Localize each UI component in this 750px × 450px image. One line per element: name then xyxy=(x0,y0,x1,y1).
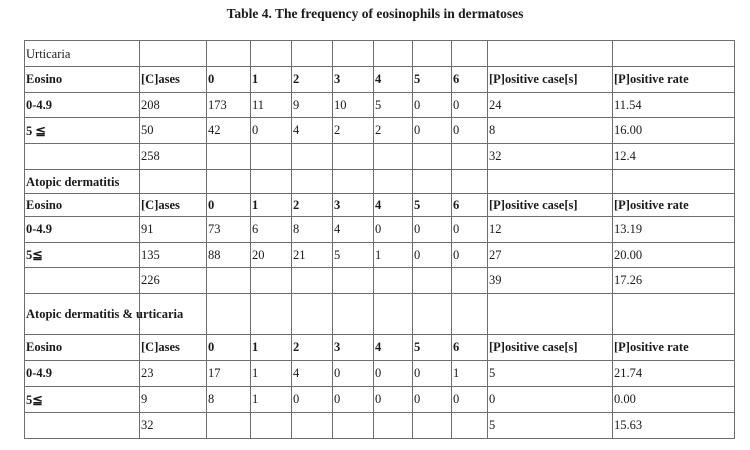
header-cell: 0 xyxy=(207,67,251,93)
eosino-range-cell xyxy=(25,144,140,170)
value-cell: 8 xyxy=(292,217,333,243)
value-cell: 20 xyxy=(251,243,292,268)
value-cell xyxy=(413,268,452,294)
value-cell xyxy=(251,144,292,170)
header-cell: Eosino xyxy=(25,194,140,217)
value-cell: 2 xyxy=(333,118,374,144)
eosino-range-cell: 5 ≦ xyxy=(25,118,140,144)
section-title-row xyxy=(25,294,735,335)
value-cell xyxy=(292,268,333,294)
empty-cell xyxy=(413,294,452,335)
value-cell: 0 xyxy=(333,387,374,413)
value-cell: 5 xyxy=(488,413,613,439)
value-cell: 5 xyxy=(333,243,374,268)
header-cell: 2 xyxy=(292,194,333,217)
header-cell: 1 xyxy=(251,67,292,93)
value-cell: 5 xyxy=(488,361,613,387)
value-cell xyxy=(333,413,374,439)
eosino-range-cell xyxy=(25,268,140,294)
empty-cell xyxy=(413,41,452,67)
value-cell xyxy=(374,144,413,170)
value-cell: 0.00 xyxy=(613,387,735,413)
value-cell xyxy=(374,413,413,439)
value-cell xyxy=(333,144,374,170)
empty-cell xyxy=(207,41,251,67)
eosino-range-cell: 0-4.9 xyxy=(25,361,140,387)
value-cell xyxy=(207,144,251,170)
value-cell: 0 xyxy=(251,118,292,144)
value-cell: 0 xyxy=(413,118,452,144)
value-cell: 226 xyxy=(140,268,207,294)
section-title: Atopic dermatitis xyxy=(25,170,140,194)
empty-cell xyxy=(374,41,413,67)
empty-cell xyxy=(488,294,613,335)
header-cell: 4 xyxy=(374,67,413,93)
empty-cell xyxy=(292,41,333,67)
eosino-range-cell: 0-4.9 xyxy=(25,217,140,243)
eosinophil-frequency-table xyxy=(24,40,735,439)
value-cell: 0 xyxy=(374,217,413,243)
table-row xyxy=(25,268,735,294)
header-cell: 6 xyxy=(452,194,488,217)
table-title: Table 4. The frequency of eosinophils in dermatoses xyxy=(226,6,524,21)
value-cell: 0 xyxy=(452,93,488,118)
value-cell: 173 xyxy=(207,93,251,118)
value-cell: 0 xyxy=(413,243,452,268)
empty-cell xyxy=(333,294,374,335)
value-cell: 88 xyxy=(207,243,251,268)
value-cell xyxy=(251,413,292,439)
header-cell: 5 xyxy=(413,335,452,361)
header-cell: 4 xyxy=(374,335,413,361)
value-cell: 13.19 xyxy=(613,217,735,243)
eosino-range-cell: 5≦ xyxy=(25,387,140,413)
value-cell: 2 xyxy=(374,118,413,144)
value-cell: 5 xyxy=(374,93,413,118)
section-title-row xyxy=(25,41,735,67)
header-cell: [P]ositive case[s] xyxy=(488,335,613,361)
header-cell: 3 xyxy=(333,194,374,217)
table-row xyxy=(25,217,735,243)
empty-cell xyxy=(140,41,207,67)
value-cell xyxy=(452,268,488,294)
value-cell: 9 xyxy=(292,93,333,118)
value-cell: 0 xyxy=(452,118,488,144)
value-cell: 0 xyxy=(413,387,452,413)
header-cell: 4 xyxy=(374,194,413,217)
value-cell: 32 xyxy=(140,413,207,439)
empty-cell xyxy=(374,170,413,194)
header-cell: 1 xyxy=(251,335,292,361)
value-cell: 9 xyxy=(140,387,207,413)
value-cell: 0 xyxy=(374,361,413,387)
empty-cell xyxy=(452,170,488,194)
empty-cell xyxy=(452,294,488,335)
header-cell: 6 xyxy=(452,335,488,361)
header-row xyxy=(25,67,735,93)
value-cell: 21.74 xyxy=(613,361,735,387)
empty-cell xyxy=(333,170,374,194)
empty-cell xyxy=(251,170,292,194)
eosino-range-cell: 5≦ xyxy=(25,243,140,268)
empty-cell xyxy=(374,294,413,335)
value-cell: 0 xyxy=(333,361,374,387)
header-row xyxy=(25,194,735,217)
header-cell: [C]ases xyxy=(140,194,207,217)
value-cell: 1 xyxy=(452,361,488,387)
eosino-range-cell xyxy=(25,413,140,439)
value-cell: 0 xyxy=(452,217,488,243)
value-cell xyxy=(207,268,251,294)
header-cell: [P]ositive case[s] xyxy=(488,194,613,217)
empty-cell xyxy=(207,170,251,194)
value-cell: 0 xyxy=(488,387,613,413)
empty-cell xyxy=(613,41,735,67)
value-cell: 12.4 xyxy=(613,144,735,170)
empty-cell xyxy=(140,170,207,194)
value-cell: 4 xyxy=(292,118,333,144)
value-cell: 8 xyxy=(488,118,613,144)
table-row xyxy=(25,387,735,413)
header-cell: 1 xyxy=(251,194,292,217)
table-row xyxy=(25,243,735,268)
value-cell: 135 xyxy=(140,243,207,268)
value-cell: 24 xyxy=(488,93,613,118)
empty-cell xyxy=(207,294,251,335)
value-cell: 4 xyxy=(292,361,333,387)
value-cell: 39 xyxy=(488,268,613,294)
value-cell: 1 xyxy=(374,243,413,268)
header-cell: [C]ases xyxy=(140,67,207,93)
value-cell: 0 xyxy=(413,217,452,243)
value-cell: 21 xyxy=(292,243,333,268)
header-cell: [P]ositive rate xyxy=(613,194,735,217)
table-row xyxy=(25,93,735,118)
value-cell: 258 xyxy=(140,144,207,170)
header-cell: 2 xyxy=(292,67,333,93)
value-cell: 91 xyxy=(140,217,207,243)
value-cell: 0 xyxy=(374,387,413,413)
value-cell: 10 xyxy=(333,93,374,118)
section-title-row xyxy=(25,170,735,194)
value-cell: 23 xyxy=(140,361,207,387)
empty-cell xyxy=(413,170,452,194)
empty-cell xyxy=(488,170,613,194)
header-cell: 5 xyxy=(413,194,452,217)
value-cell: 17 xyxy=(207,361,251,387)
value-cell: 32 xyxy=(488,144,613,170)
empty-cell xyxy=(333,41,374,67)
value-cell: 4 xyxy=(333,217,374,243)
header-cell: 2 xyxy=(292,335,333,361)
header-cell: 5 xyxy=(413,67,452,93)
header-cell: [C]ases xyxy=(140,335,207,361)
value-cell: 1 xyxy=(251,361,292,387)
value-cell: 0 xyxy=(413,361,452,387)
value-cell xyxy=(207,413,251,439)
value-cell: 42 xyxy=(207,118,251,144)
table-row xyxy=(25,144,735,170)
header-cell: Eosino xyxy=(25,335,140,361)
value-cell: 0 xyxy=(452,243,488,268)
value-cell: 15.63 xyxy=(613,413,735,439)
table-row xyxy=(25,413,735,439)
header-cell: [P]ositive rate xyxy=(613,67,735,93)
empty-cell xyxy=(452,41,488,67)
empty-cell xyxy=(292,170,333,194)
header-cell: Eosino xyxy=(25,67,140,93)
value-cell: 0 xyxy=(292,387,333,413)
value-cell: 20.00 xyxy=(613,243,735,268)
header-cell: 6 xyxy=(452,67,488,93)
value-cell: 6 xyxy=(251,217,292,243)
value-cell xyxy=(292,413,333,439)
table-row xyxy=(25,361,735,387)
value-cell: 1 xyxy=(251,387,292,413)
value-cell xyxy=(374,268,413,294)
header-cell: [P]ositive rate xyxy=(613,335,735,361)
value-cell: 73 xyxy=(207,217,251,243)
empty-cell xyxy=(613,170,735,194)
value-cell: 12 xyxy=(488,217,613,243)
header-cell: [P]ositive case[s] xyxy=(488,67,613,93)
table-row xyxy=(25,118,735,144)
value-cell xyxy=(413,144,452,170)
section-title: Atopic dermatitis & urticaria xyxy=(25,294,140,335)
value-cell xyxy=(333,268,374,294)
empty-cell xyxy=(251,41,292,67)
value-cell xyxy=(452,413,488,439)
value-cell: 208 xyxy=(140,93,207,118)
value-cell: 11 xyxy=(251,93,292,118)
empty-cell xyxy=(613,294,735,335)
value-cell: 0 xyxy=(413,93,452,118)
value-cell xyxy=(251,268,292,294)
header-cell: 0 xyxy=(207,194,251,217)
empty-cell xyxy=(488,41,613,67)
section-title: Urticaria xyxy=(25,41,140,67)
value-cell xyxy=(452,144,488,170)
value-cell: 16.00 xyxy=(613,118,735,144)
empty-cell xyxy=(251,294,292,335)
value-cell xyxy=(413,413,452,439)
header-row xyxy=(25,335,735,361)
empty-cell xyxy=(292,294,333,335)
header-cell: 0 xyxy=(207,335,251,361)
value-cell: 11.54 xyxy=(613,93,735,118)
value-cell: 17.26 xyxy=(613,268,735,294)
value-cell: 27 xyxy=(488,243,613,268)
value-cell: 50 xyxy=(140,118,207,144)
value-cell: 8 xyxy=(207,387,251,413)
header-cell: 3 xyxy=(333,67,374,93)
eosino-range-cell: 0-4.9 xyxy=(25,93,140,118)
header-cell: 3 xyxy=(333,335,374,361)
value-cell xyxy=(292,144,333,170)
value-cell: 0 xyxy=(452,387,488,413)
